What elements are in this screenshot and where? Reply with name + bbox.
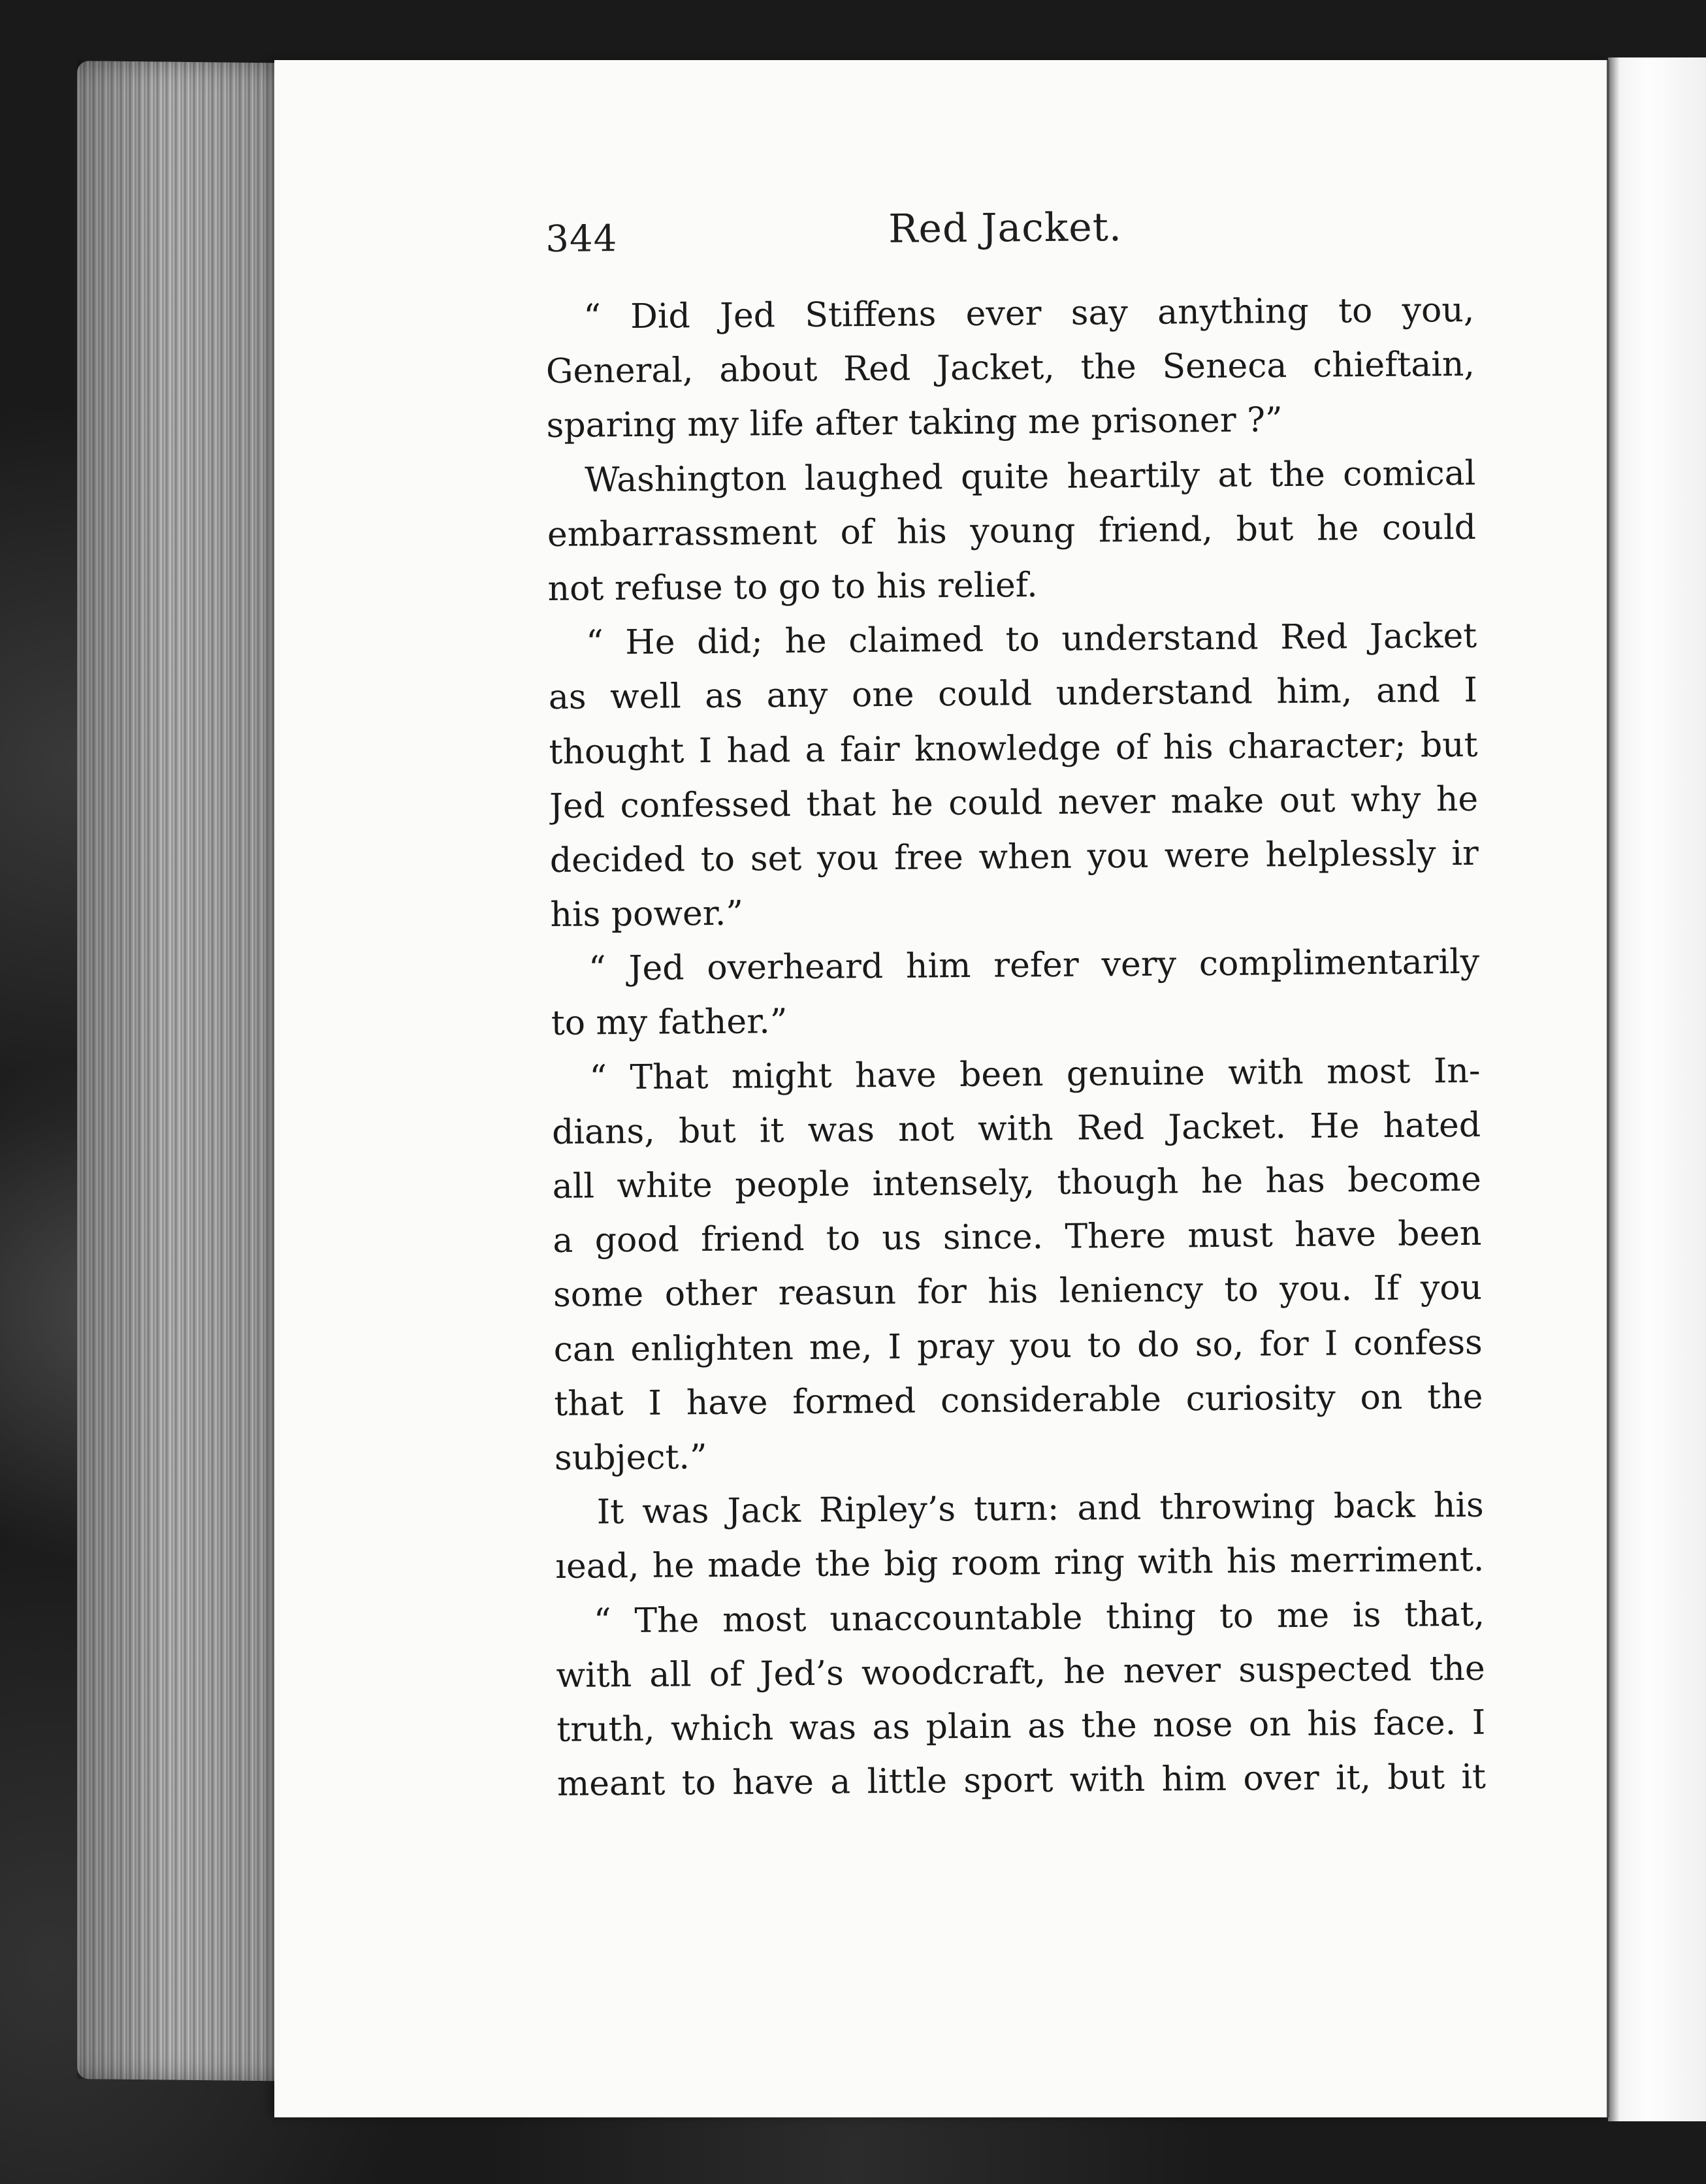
- text-line: “ That might have been genuine with most In-: [589, 1051, 1481, 1098]
- text-line: dians, but it was not with Red Jacket. He hated: [551, 1105, 1481, 1152]
- text-line: truth, which was as plain as the nose on his face. I: [556, 1703, 1486, 1750]
- text-line: sparing my life after taking me prisoner ?”: [546, 400, 1283, 446]
- text-line: as well as any one could understand him, and I: [548, 671, 1478, 718]
- text-line: thought I had a fair knowledge of his character; but: [549, 725, 1478, 772]
- body-text: [545, 283, 1486, 1812]
- text-line: all white people intensely, though he has become: [552, 1159, 1481, 1206]
- text-line: not refuse to go to his relief.: [547, 566, 1038, 609]
- text-line: some other reasun for his leniency to you. If you: [553, 1268, 1483, 1315]
- text-line: meant to have a little sport with him over it, but it: [556, 1757, 1487, 1804]
- text-line: subject.”: [554, 1437, 707, 1478]
- text-line: that I have formed considerable curiosity on the: [554, 1377, 1483, 1424]
- text-line: “ Did Jed Stiffens ever say anything to you,: [583, 290, 1475, 337]
- text-line: his power.”: [550, 893, 744, 935]
- text-line: It was Jack Ripley’s turn: and throwing back his: [596, 1485, 1484, 1532]
- text-line: can enlighten me, I pray you to do so, for I confess: [553, 1323, 1483, 1370]
- facing-page-edge: [1608, 57, 1706, 2121]
- text-line: “ He did; he claimed to understand Red Jacket: [586, 616, 1477, 663]
- text-line: ıead, he made the big room ring with his merriment.: [555, 1540, 1485, 1587]
- text-line: to my father.”: [551, 1002, 788, 1044]
- text-line: with all of Jed’s woodcraft, he never suspected the: [556, 1648, 1485, 1695]
- text-line: embarrassment of his young friend, but he could: [547, 507, 1477, 554]
- page-header: [545, 202, 1473, 268]
- page-number: 344: [545, 217, 618, 261]
- text-line: Washington laughed quite heartily at the comical: [585, 453, 1476, 500]
- running-title: Red Jacket.: [888, 204, 1123, 252]
- text-line: “ The most unaccountable thing to me is that,: [593, 1594, 1485, 1641]
- text-line: Jed confessed that he could never make out why he: [549, 779, 1479, 826]
- text-line: General, about Red Jacket, the Seneca chieftain,: [545, 345, 1475, 392]
- text-line: a good friend to us since. There must have been: [553, 1213, 1482, 1261]
- text-line: “ Jed overheard him refer very complimentarily: [588, 942, 1480, 989]
- text-line: decided to set you free when you were helplessly ir: [549, 833, 1479, 880]
